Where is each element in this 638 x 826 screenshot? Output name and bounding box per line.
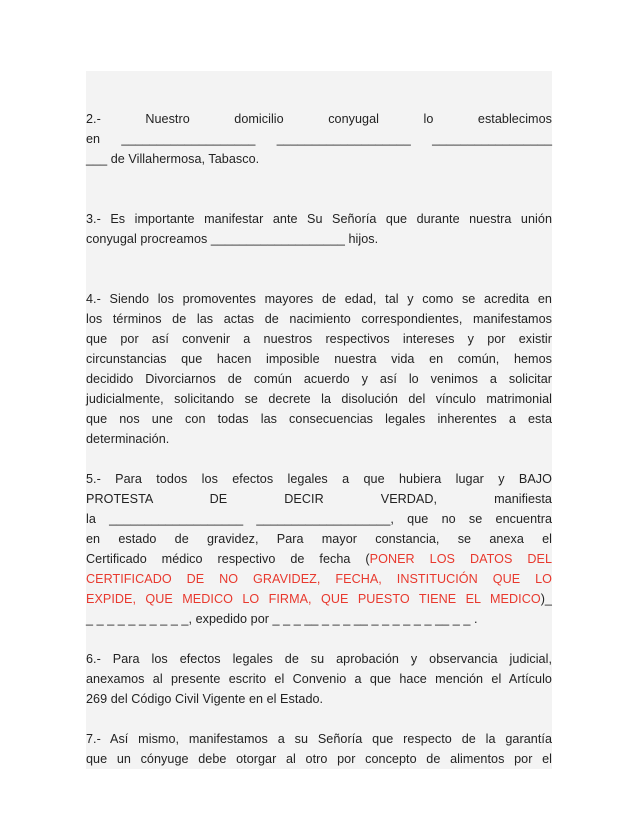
text-line: que nos une con todas las consecuencias legales inherentes a esta: [86, 409, 552, 429]
highlighted-text: PONER LOS DATOS DEL: [369, 552, 553, 566]
text-line: PROTESTA DE DECIR VERDAD, manifiesta: [86, 489, 552, 509]
text-line: 4.- Siendo los promoventes mayores de edad, tal y como se acredita en: [86, 289, 552, 309]
document-body: [86, 71, 552, 769]
blank-line: [86, 189, 552, 209]
text-line: determinación.: [86, 429, 552, 449]
text-line: judicialmente, solicitando se decrete la disolución del vínculo matrimonial: [86, 389, 552, 409]
text-line: 7.- Así mismo, manifestamos a su Señoría que respecto de la garantía: [86, 729, 552, 749]
text-line: que un cónyuge debe otorgar al otro por concepto de alimentos por el: [86, 749, 552, 769]
highlighted-text-line: CERTIFICADO DE NO GRAVIDEZ, FECHA, INSTITUCIÓN QUE LO: [86, 569, 552, 589]
blank-line: [86, 71, 552, 91]
text-line: conyugal procreamos ___________________ hijos.: [86, 229, 552, 249]
blank-line: [86, 449, 552, 469]
highlighted-text: EXPIDE, QUE MEDICO LO FIRMA, QUE PUESTO TIENE EL MEDICO: [86, 592, 541, 606]
text-segment: )_: [540, 592, 552, 606]
text-line: en estado de gravidez, Para mayor constancia, se anexa el: [86, 529, 552, 549]
blank-line: [86, 91, 552, 109]
text-line: 269 del Código Civil Vigente en el Estado.: [86, 689, 552, 709]
text-line: anexamos al presente escrito el Convenio a que hace mención el Artículo: [86, 669, 552, 689]
blank-line: [86, 629, 552, 649]
paragraph-6: [86, 649, 552, 709]
paragraph-3: [86, 209, 552, 249]
text-line: circunstancias que hacen imposible nuestra vida en común, hemos: [86, 349, 552, 369]
text-line: decidido Divorciarnos de común acuerdo y así lo venimos a solicitar: [86, 369, 552, 389]
paragraph-4: [86, 289, 552, 449]
text-line: [86, 589, 552, 609]
text-line: _ _ _ _ _ _ _ _ _ _, expedido por _ _ _ __ _ _ _ __ _ _ _ _ _ _ __ _ _ .: [86, 609, 552, 629]
text-line: [86, 549, 552, 569]
text-line: en ___________________ ___________________ _________________: [86, 129, 552, 149]
text-line: 3.- Es importante manifestar ante Su Señoría que durante nuestra unión: [86, 209, 552, 229]
text-line: 6.- Para los efectos legales de su aprobación y observancia judicial,: [86, 649, 552, 669]
text-line: ___ de Villahermosa, Tabasco.: [86, 149, 552, 169]
blank-line: [86, 269, 552, 289]
text-line: la ___________________ ___________________, que no se encuentra: [86, 509, 552, 529]
paragraph-2: [86, 109, 552, 169]
text-segment: Certificado médico respectivo de fecha (: [86, 552, 370, 566]
paragraph-7: [86, 729, 552, 769]
text-line: los términos de las actas de nacimiento correspondientes, manifestamos: [86, 309, 552, 329]
blank-line: [86, 709, 552, 729]
text-line: 2.- Nuestro domicilio conyugal lo establecimos: [86, 109, 552, 129]
blank-line: [86, 169, 552, 189]
text-line: 5.- Para todos los efectos legales a que hubiera lugar y BAJO: [86, 469, 552, 489]
paragraph-5: [86, 469, 552, 629]
blank-line: [86, 249, 552, 269]
text-line: que por así convenir a nuestros respectivos intereses y por existir: [86, 329, 552, 349]
